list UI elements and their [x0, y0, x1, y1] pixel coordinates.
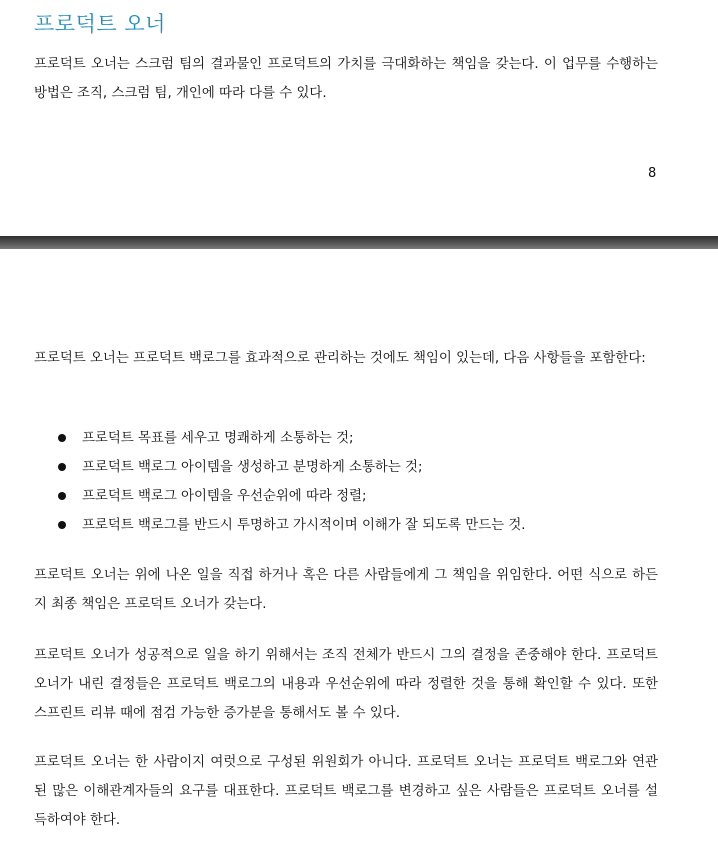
list-item [34, 511, 674, 540]
single-person-paragraph: 프로덕트 오너는 한 사람이지 여럿으로 구성된 위원회가 아니다. 프로덕트 오너는 프로덕트 백로그와 연관된 많은 이해관계자들의 요구를 대표한다. 프로덕트 백로그를 변경하고 싶은 사람들은 프로덕트 오너를 설득하여야 한다. [34, 755, 658, 828]
list-item [34, 424, 674, 453]
section-heading: 프로덕트 오너 [34, 12, 166, 36]
list-item-text: 프로덕트 목표를 세우고 명쾌하게 소통하는 것; [82, 431, 354, 446]
page-separator [0, 236, 718, 249]
delegation-paragraph: 프로덕트 오너는 위에 나온 일을 직접 하거나 혹은 다른 사람들에게 그 책임을 위임한다. 어떤 식으로 하든지 최종 책임은 프로덕트 오너가 갖는다. [34, 568, 658, 612]
backlog-intro-paragraph: 프로덕트 오너는 프로덕트 백로그를 효과적으로 관리하는 것에도 책임이 있는데, 다음 사항들을 포함한다: [34, 351, 646, 366]
responsibility-list [34, 424, 674, 540]
list-item-text: 프로덕트 백로그 아이템을 생성하고 분명하게 소통하는 것; [82, 460, 423, 475]
page-number: 8 [648, 166, 657, 181]
bullet-icon [58, 463, 66, 471]
list-item-text: 프로덕트 백로그를 반드시 투명하고 가시적이며 이해가 잘 되도록 만드는 것. [82, 518, 526, 533]
list-item [34, 482, 674, 511]
bullet-icon [58, 492, 66, 500]
document-page-top [0, 0, 718, 236]
intro-paragraph: 프로덕트 오너는 스크럼 팀의 결과물인 프로덕트의 가치를 극대화하는 책임을 갖는다. 이 업무를 수행하는 방법은 조직, 스크럼 팀, 개인에 따라 다를 수 있다. [34, 57, 658, 101]
decision-respect-paragraph: 프로덕트 오너가 성공적으로 일을 하기 위해서는 조직 전체가 반드시 그의 결정을 존중해야 한다. 프로덕트 오너가 내린 결정들은 프로덕트 백로그의 내용과 우선순위에 따라 정렬한 것을 통해 확인할 수 있다. 또한 스프린트 리뷰 때에 점검 가능한 증가분을 통해서도 볼 수 있다. [34, 648, 658, 721]
bullet-icon [58, 434, 66, 442]
bullet-icon [58, 521, 66, 529]
list-item [34, 453, 674, 482]
list-item-text: 프로덕트 백로그 아이템을 우선순위에 따라 정렬; [82, 489, 367, 504]
